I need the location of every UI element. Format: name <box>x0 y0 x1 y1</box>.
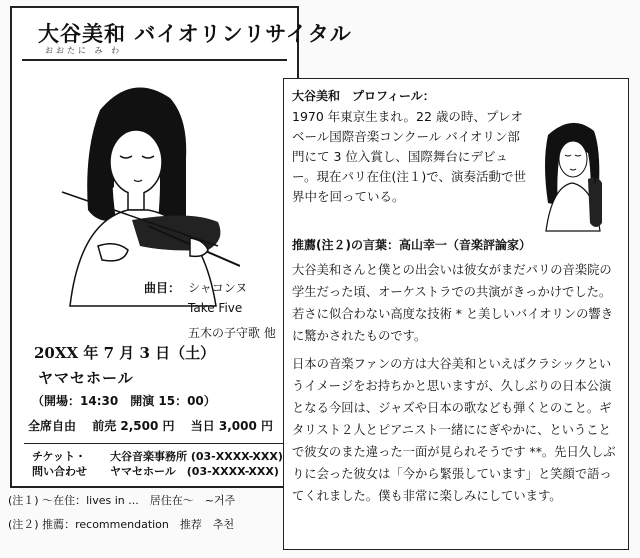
inquiry-contact-value: ヤマセホール (03-XXXX-XXX) <box>110 465 279 478</box>
program-label: 曲目： <box>144 281 181 295</box>
concert-times: （開場：14:30 開演 15：00） <box>32 394 216 408</box>
profile-heading: 大谷美和 プロフィール： <box>292 89 435 103</box>
footnote-mark: (注２) <box>8 518 39 531</box>
recital-flyer <box>10 6 352 488</box>
title-ruby: おおたに み わ <box>45 46 123 55</box>
program-item: Take Five <box>188 301 243 315</box>
violinist-illustration <box>40 70 240 308</box>
profile-box <box>283 78 629 550</box>
flyer-title: 大谷美和 バイオリンリサイタル <box>38 21 352 46</box>
footnote <box>8 516 235 540</box>
footnote <box>8 492 235 516</box>
venue-name: ヤマセホール <box>38 369 134 387</box>
recommendation-heading: 推薦(注２)の言葉：高山幸一（音楽評論家） <box>292 238 531 252</box>
footnote-text: ～在住：lives in ... 居住在～ ~거주 <box>42 494 236 507</box>
concert-date: 20XX 年 7 月 3 日（土） <box>34 344 216 362</box>
footnote-mark: (注１) <box>8 494 39 507</box>
ticket-contact-value: 大谷音楽事務所 (03-XXXX-XXX) <box>110 450 283 463</box>
recommendation-paragraph: 日本の音楽ファンの方は大谷美和といえばクラシックというイメージをお持ちかと思いますが、久しぶりの日本公演となる今回は、ジャズや日本の歌なども弾くとのこと。ギタリスト２人とピアニスト一緒ににぎやかに、ということで彼女のまた違った一面が見られそうです **。先日久しぶりに会った彼女は「今から緊張しています」と笑顔で語ってくれました。僕も非常に楽しみにしています。 <box>292 357 616 503</box>
violinist-portrait <box>532 113 612 233</box>
recommendation-text <box>292 259 620 507</box>
door-price: 当日 3,000 円 <box>190 419 274 433</box>
title-underline <box>22 59 287 61</box>
footnotes <box>8 492 235 540</box>
ticket-contact <box>24 443 289 478</box>
profile-text: 1970 年東京生まれ。22 歳の時、プレオベール国際音楽コンクール バイオリン部門にて 3 位入賞し、国際舞台にデビュー。現在パリ在住(注１)で、演奏活動で世界中を回っている。 <box>292 109 527 204</box>
program-item: 五木の子守歌 他 <box>188 326 276 340</box>
recommendation-paragraph: 大谷美和さんと僕との出会いは彼女がまだパリの音楽院の学生だった頃、オーケストラでの共演がきっかけでした。若さに似合わない高度な技術 * と美しいバイオリンの響きに驚かされたものです。 <box>292 263 614 343</box>
ticket-label: チケット・ <box>32 450 87 463</box>
advance-price: 前売 2,500 円 <box>92 419 175 433</box>
seating-type: 全席自由 <box>28 419 77 433</box>
inquiry-label: 問い合わせ <box>32 465 87 478</box>
footnote-text: 推薦：recommendation 推荐 추천 <box>42 518 235 531</box>
program-item: シャコンヌ <box>188 281 248 295</box>
ticket-prices <box>28 417 285 434</box>
